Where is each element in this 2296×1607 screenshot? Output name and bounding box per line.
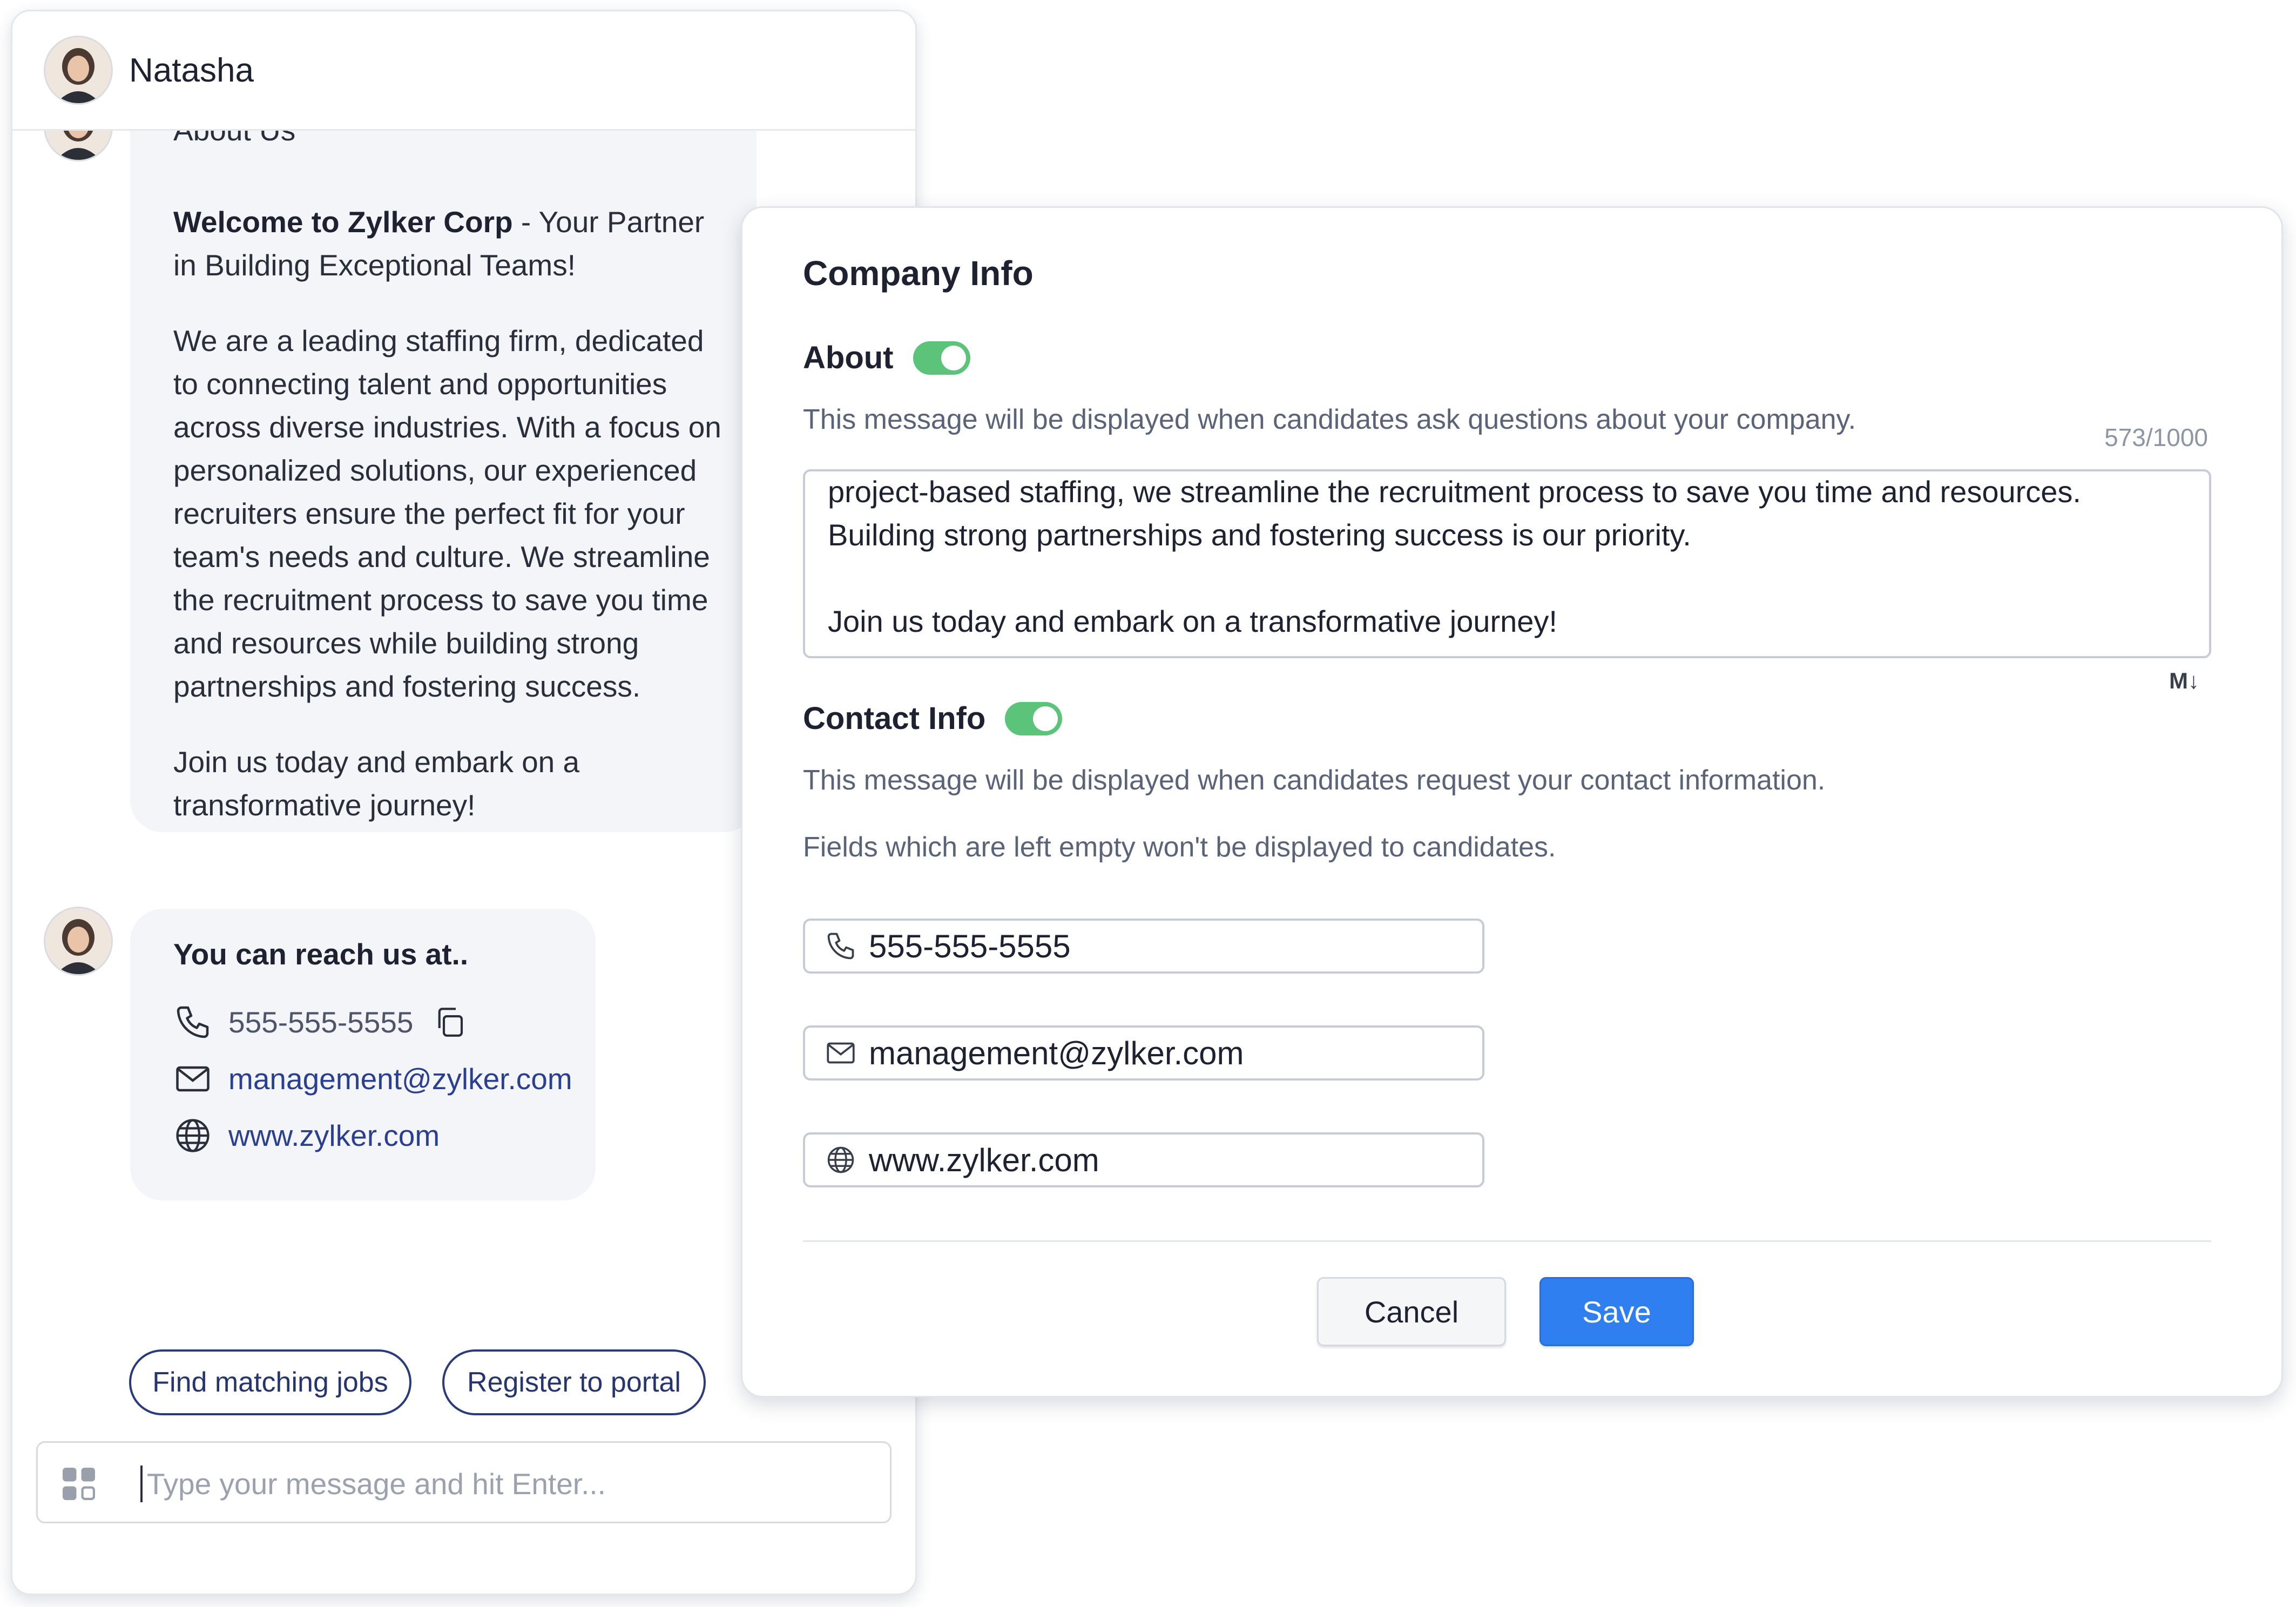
about-body: We are a leading staffing firm, dedicated to connecting talent and opportunities across diverse industries. With a focus on personalized solutions, our experienced recruiters ensure the perfect fit for your team's needs and culture. We streamline the recruitment process to save you time and resources while building strong partnerships and fostering success.: [173, 324, 721, 703]
about-description: This message will be displayed when candidates ask questions about your company.: [803, 404, 1856, 435]
markdown-icon[interactable]: M↓: [2169, 668, 2199, 693]
contact-phone-row: [173, 1001, 468, 1044]
about-label: About: [803, 340, 894, 375]
phone-icon: [173, 1003, 212, 1042]
about-welcome: [173, 200, 735, 287]
register-to-portal-button[interactable]: Register to portal: [442, 1349, 706, 1415]
toggle-knob: [941, 346, 966, 370]
footer-divider: [803, 1240, 2211, 1242]
phone-field[interactable]: [803, 919, 1484, 974]
phone-field-value: 555-555-5555: [869, 928, 1071, 964]
contact-description: This message will be displayed when candidates request your contact information.: [803, 765, 1826, 796]
mail-icon: [825, 1037, 857, 1069]
contact-email-link[interactable]: management@zylker.com: [228, 1062, 572, 1096]
email-field[interactable]: [803, 1025, 1484, 1081]
contact-email-row: [173, 1057, 572, 1100]
company-info-panel: [741, 206, 2283, 1397]
contact-heading: You can reach us at..: [173, 937, 469, 971]
find-matching-jobs-button[interactable]: Find matching jobs: [129, 1349, 411, 1415]
website-field-value: www.zylker.com: [869, 1142, 1099, 1178]
contact-website-row: [173, 1114, 440, 1157]
message-avatar: [44, 907, 113, 976]
about-welcome-rest: - Your Partner in Building Exceptional Teams!: [173, 205, 705, 282]
contact-website-link[interactable]: www.zylker.com: [228, 1119, 440, 1152]
contact-info-label: Contact Info: [803, 701, 986, 736]
panel-title: Company Info: [803, 254, 1034, 293]
message-composer: [36, 1441, 892, 1523]
contact-phone: 555-555-5555: [228, 1005, 414, 1039]
contact-info-toggle[interactable]: [1005, 702, 1062, 735]
globe-icon: [825, 1144, 857, 1176]
text-caret: [140, 1466, 143, 1502]
website-field[interactable]: [803, 1132, 1484, 1187]
toggle-knob: [1033, 706, 1058, 731]
cancel-button[interactable]: Cancel: [1317, 1277, 1506, 1346]
email-field-value: management@zylker.com: [869, 1035, 1244, 1071]
chat-header: [12, 11, 915, 131]
about-text-line: project-based staffing, we streamline the recruitment process to save you time and resources.: [828, 475, 2081, 509]
about-textarea[interactable]: [803, 469, 2211, 658]
contact-empty-fields-note: Fields which are left empty won't be displayed to candidates.: [803, 832, 1556, 863]
about-closing: Join us today and embark on a transformative journey!: [173, 745, 580, 822]
apps-grid-icon[interactable]: [59, 1464, 98, 1503]
globe-icon: [173, 1116, 212, 1155]
mail-icon: [173, 1059, 212, 1098]
about-section-header: [803, 340, 970, 376]
agent-name: Natasha: [129, 51, 254, 89]
contact-message-bubble: [130, 909, 596, 1200]
about-text-line: Join us today and embark on a transformative journey!: [828, 604, 1557, 638]
about-text-line: Building strong partnerships and fostering success is our priority.: [828, 518, 1691, 552]
about-toggle[interactable]: [913, 341, 970, 375]
phone-icon: [825, 930, 857, 962]
character-counter: 573/1000: [2104, 423, 2208, 451]
about-welcome-bold: Welcome to Zylker Corp: [173, 205, 513, 239]
copy-icon[interactable]: [432, 1004, 468, 1040]
about-message-bubble: [130, 76, 757, 832]
agent-avatar: [44, 36, 113, 105]
contact-section-header: [803, 700, 1062, 737]
save-button[interactable]: Save: [1539, 1277, 1694, 1346]
message-input[interactable]: [146, 1459, 872, 1509]
